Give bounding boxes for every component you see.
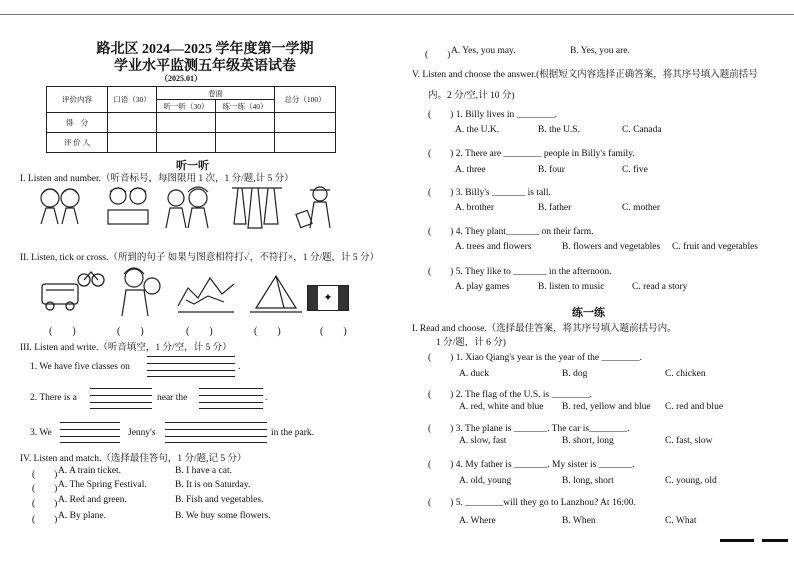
part3-sentence1-prefix: 1. We have five classes on [30,362,130,372]
exam-title-line1: 路北区 2024—2025 学年度第一学期 [96,42,314,57]
answer-line[interactable] [90,395,152,396]
sentence-end: . [238,362,241,372]
choice-b[interactable]: B. flowers and vegetables [562,242,661,252]
choice-a[interactable]: A. play games [455,282,510,292]
page-footer-mark [720,539,754,542]
choice-c[interactable]: C. five [622,165,648,175]
match-option-b: B. It is on Saturday. [175,480,251,490]
bus-and-bike-picture [42,272,104,310]
match-paren[interactable]: ( ) [32,484,58,494]
listen-question: ( ) 4. They plant_______ on their farm. [428,227,594,237]
practice-section-heading: 练一练 [572,307,605,319]
match-option-b: B. Yes, you are. [570,46,630,56]
choice-b[interactable]: B. When [562,516,596,526]
match-paren[interactable]: ( ) [32,515,58,525]
part2-answer-paren[interactable]: ( ) [117,326,144,337]
match-option-b: B. We buy some flowers. [175,511,271,521]
match-option-a: A. Red and green. [58,495,127,505]
rc-instruction-cont: 1 分/题，计 6 分) [436,338,506,348]
part2-answer-paren[interactable]: ( ) [49,326,76,337]
part3-sentence2-prefix: 2. There is a [30,393,77,403]
exam-title-line2: 学业水平监测五年级英语试卷 [114,59,296,74]
choice-a[interactable]: A. old, young [459,476,512,486]
part4-instruction: IV. Listen and match.（选择最佳答句，1 分/题,记 5 分） [20,454,247,464]
answer-line[interactable] [165,429,267,430]
choice-c[interactable]: C. mother [622,203,660,213]
part3-sentence2-mid: near the [157,393,188,403]
part3-instruction: III. Listen and write.（听音填空，1 分/空，计 5 分） [20,343,232,353]
choice-c[interactable]: C. read a story [632,282,688,292]
answer-line[interactable] [60,429,120,430]
choice-a[interactable]: A. duck [459,369,490,379]
page-footer-mark [762,539,788,542]
score-cell[interactable] [108,133,157,153]
choice-b[interactable]: B. red, yellow and blue [562,402,651,412]
score-header-listen: 听一听（30） [157,100,216,113]
choice-c[interactable]: C. What [665,516,697,526]
girls-talking-picture [41,189,79,224]
part2-answer-paren[interactable]: ( ) [320,326,347,337]
choice-c[interactable]: C. Canada [622,125,662,135]
choice-b[interactable]: B. the U.S. [538,125,580,135]
people-eating-picture [166,187,208,228]
choice-b[interactable]: B. listen to music [538,282,605,292]
choice-b[interactable]: B. four [538,165,565,175]
family-cooking-picture [108,188,148,224]
listen-question: ( ) 1. Billy lives in ________. [428,110,558,120]
part1-pictures [36,184,346,234]
clothes-shopping-picture [232,188,282,228]
part3-sentence3-mid: Jenny's [128,428,156,438]
part3-sentence3-end: in the park. [271,428,315,438]
read-question: ( ) 2. The flag of the U.S. is ________. [428,390,592,400]
choice-b[interactable]: B. short, long [562,436,614,446]
part2-answer-paren[interactable]: ( ) [254,326,281,337]
match-paren[interactable]: ( ) [32,499,58,509]
score-header-oral: 口语（30） [108,87,157,113]
choice-a[interactable]: A. slow, fast [459,436,507,446]
answer-line[interactable] [199,395,263,396]
choice-a[interactable]: A. the U.K. [455,125,500,135]
score-header-total: 总分（100） [275,87,336,113]
part5-instruction-cont: 内。2 分/空,计 10 分) [428,91,515,101]
part3-sentence3-prefix: 3. We [30,428,52,438]
match-option-a: A. The Spring Festival. [58,480,147,490]
listen-question: ( ) 5. They like to _______ in the afternoon. [428,267,612,277]
part2-instruction: II. Listen, tick or cross.（所到的句子 如果与图意相符打✓，不符打×，1 分/题，计 5 分） [20,253,380,263]
score-cell[interactable] [157,113,216,133]
choice-a[interactable]: A. three [455,165,486,175]
listen-question: ( ) 3. Billy's _______ is tall. [428,188,551,198]
traveler-suitcase-picture [296,187,330,228]
score-header-content: 评价内容 [47,87,108,113]
score-cell[interactable] [157,133,216,153]
great-wall-picture [178,278,234,312]
choice-c[interactable]: C. red and blue [665,402,724,412]
choice-c[interactable]: C. fruit and vegetables [672,242,759,252]
match-option-a: A. A train ticket. [58,466,122,476]
choice-b[interactable]: B. father [538,203,572,213]
sentence-end: . [265,393,268,403]
score-row-grader: 评 价 人 [47,133,108,153]
score-header-paper: 卷面 [157,87,275,100]
match-option-b: B. I have a cat. [175,466,232,476]
answer-line[interactable] [147,363,235,364]
choice-c[interactable]: C. chicken [665,369,706,379]
rc-instruction: I. Read and choose.（选择最佳答案，将其序号填入题前括号内。 [412,324,677,334]
choice-a[interactable]: A. brother [455,203,495,213]
page-top-edge [0,14,794,15]
match-option-a: A. By plane. [58,511,107,521]
score-cell[interactable] [275,133,336,153]
exam-date: （2025.01） [160,74,202,83]
pyramid-picture [250,276,302,312]
part5-instruction: V. Listen and choose the answer.(根据短文内容选择正确答案，将其序号填入题前括号 [412,70,758,80]
score-header-practice: 练一练（40） [216,100,275,113]
match-paren[interactable]: ( ) [32,470,58,480]
match-paren[interactable]: ( ) [425,50,451,60]
listen-section-heading: 听一听 [176,160,209,172]
read-question: ( ) 5. ________will they go to Lanzhou? At 16:00. [428,498,636,508]
score-row-score: 得 分 [47,113,108,133]
choice-b[interactable]: B. dog [562,369,588,379]
choice-c[interactable]: C. young, old [665,476,717,486]
score-table [46,86,336,153]
choice-a[interactable]: A. red, white and blue [459,402,544,412]
read-question: ( ) 3. The plane is _______. The car is________. [428,424,630,434]
choice-c[interactable]: C. fast, slow [665,436,713,446]
mother-child-picture [122,268,160,316]
read-question: ( ) 4. My father is _______. My sister is _______. [428,460,635,470]
part2-answer-paren[interactable]: ( ) [186,326,213,337]
listen-question: ( ) 2. There are ________ people in Billy's family. [428,149,635,159]
choice-a[interactable]: A. Where [459,516,496,526]
canada-flag-picture: ✦ [307,285,349,311]
score-cell[interactable] [216,113,275,133]
match-option-b: B. Fish and vegetables. [175,495,264,505]
match-option-a: A. Yes, you may. [451,46,516,56]
choice-b[interactable]: B. long, short [562,476,614,486]
choice-a[interactable]: A. trees and flowers [455,242,532,252]
read-question: ( ) 1. Xiao Qiang's year is the year of the ________. [428,353,642,363]
part1-instruction: I. Listen and number.（听音标号，每图限用 1 次，1 分/题,计 5 分） [20,174,294,184]
score-cell[interactable] [216,133,275,153]
score-cell[interactable] [108,113,157,133]
score-cell[interactable] [275,113,336,133]
